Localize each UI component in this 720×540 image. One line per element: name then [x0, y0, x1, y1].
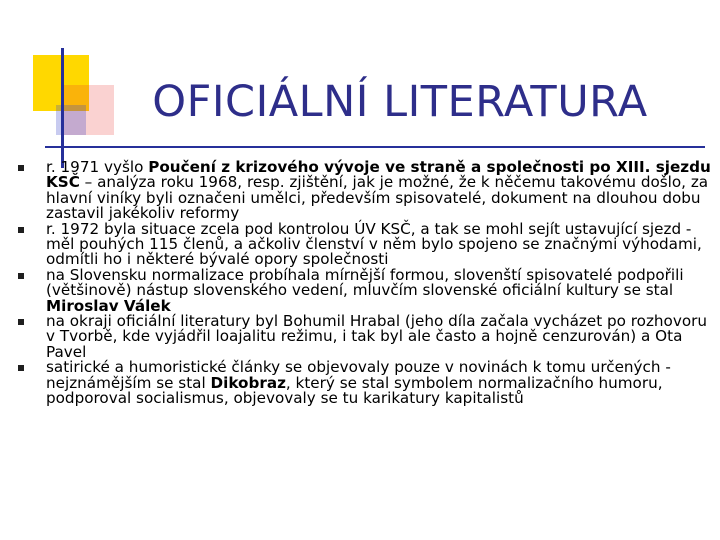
text-run: r. 1971 vyšlo: [46, 158, 149, 176]
decor-horizontal-rule: [45, 146, 705, 148]
text-run: r. 1972 byla situace zcela pod kontrolou ÚV KSČ, a tak se mohl sejít ustavující sjezd - měl pouhých 115 členů, a ačkoliv členství v něm bylo spojeno se značnými výhodami, odmítli ho i některé bývalé opory společnosti: [46, 219, 702, 269]
text-run: na Slovensku normalizace probíhala mírnější formou, slovenští spisovatelé podpořili (většinově) nástup slovenského vedení, mluvčím slovenské oficiální kultury se stal: [46, 265, 684, 300]
bold-phrase: Miroslav Válek: [46, 296, 171, 315]
bullet-text: [46, 358, 671, 407]
slide-title: OFICIÁLNÍ LITERATURA: [152, 77, 648, 127]
bullet-item: [18, 314, 712, 360]
bullet-text: [46, 158, 711, 222]
bullet-square-icon: [18, 165, 24, 171]
bullet-square-icon: [18, 365, 24, 371]
bullet-item: [18, 265, 712, 315]
bullet-item: [18, 360, 712, 406]
text-run: – analýza roku 1968, resp. zjištění, jak je možné, že k něčemu takovému došlo, za hlavní viníky byli označeni umělci, především spisovatelé, dokument na dlouhou dobu zastavil jakékoliv reformy: [46, 173, 709, 223]
bold-phrase: Poučení z krizového vývoje ve straně a společnosti po XIII. sjezdu KSČ: [46, 158, 711, 192]
bullet-text: [46, 312, 707, 361]
bullet-square-icon: [18, 273, 24, 279]
bold-phrase: Dikobraz: [210, 373, 286, 392]
text-run: satirické a humoristické články se objevovaly pouze v novinách k tomu určených - nejznámějším se stal: [46, 358, 671, 392]
decor-vertical-rule: [61, 48, 64, 168]
bullet-square-icon: [18, 227, 24, 233]
text-run: , který se stal symbolem normalizačního humoru, podporoval socialismus, objevovaly se tu karikatury kapitalistů: [46, 373, 663, 408]
bullet-list: [18, 160, 712, 407]
bullet-square-icon: [18, 319, 24, 325]
bullet-item: [18, 160, 712, 222]
text-run: na okraji oficiální literatury byl Bohumil Hrabal (jeho díla začala vycházet po rozhovoru v Tvorbě, kde vyjádřil loajalitu režimu, i tak byl ale často a hojně cenzurován) a Ota Pavel: [46, 312, 707, 361]
bullet-item: [18, 219, 712, 269]
bullet-text: [46, 266, 684, 315]
bullet-text: [46, 220, 702, 269]
